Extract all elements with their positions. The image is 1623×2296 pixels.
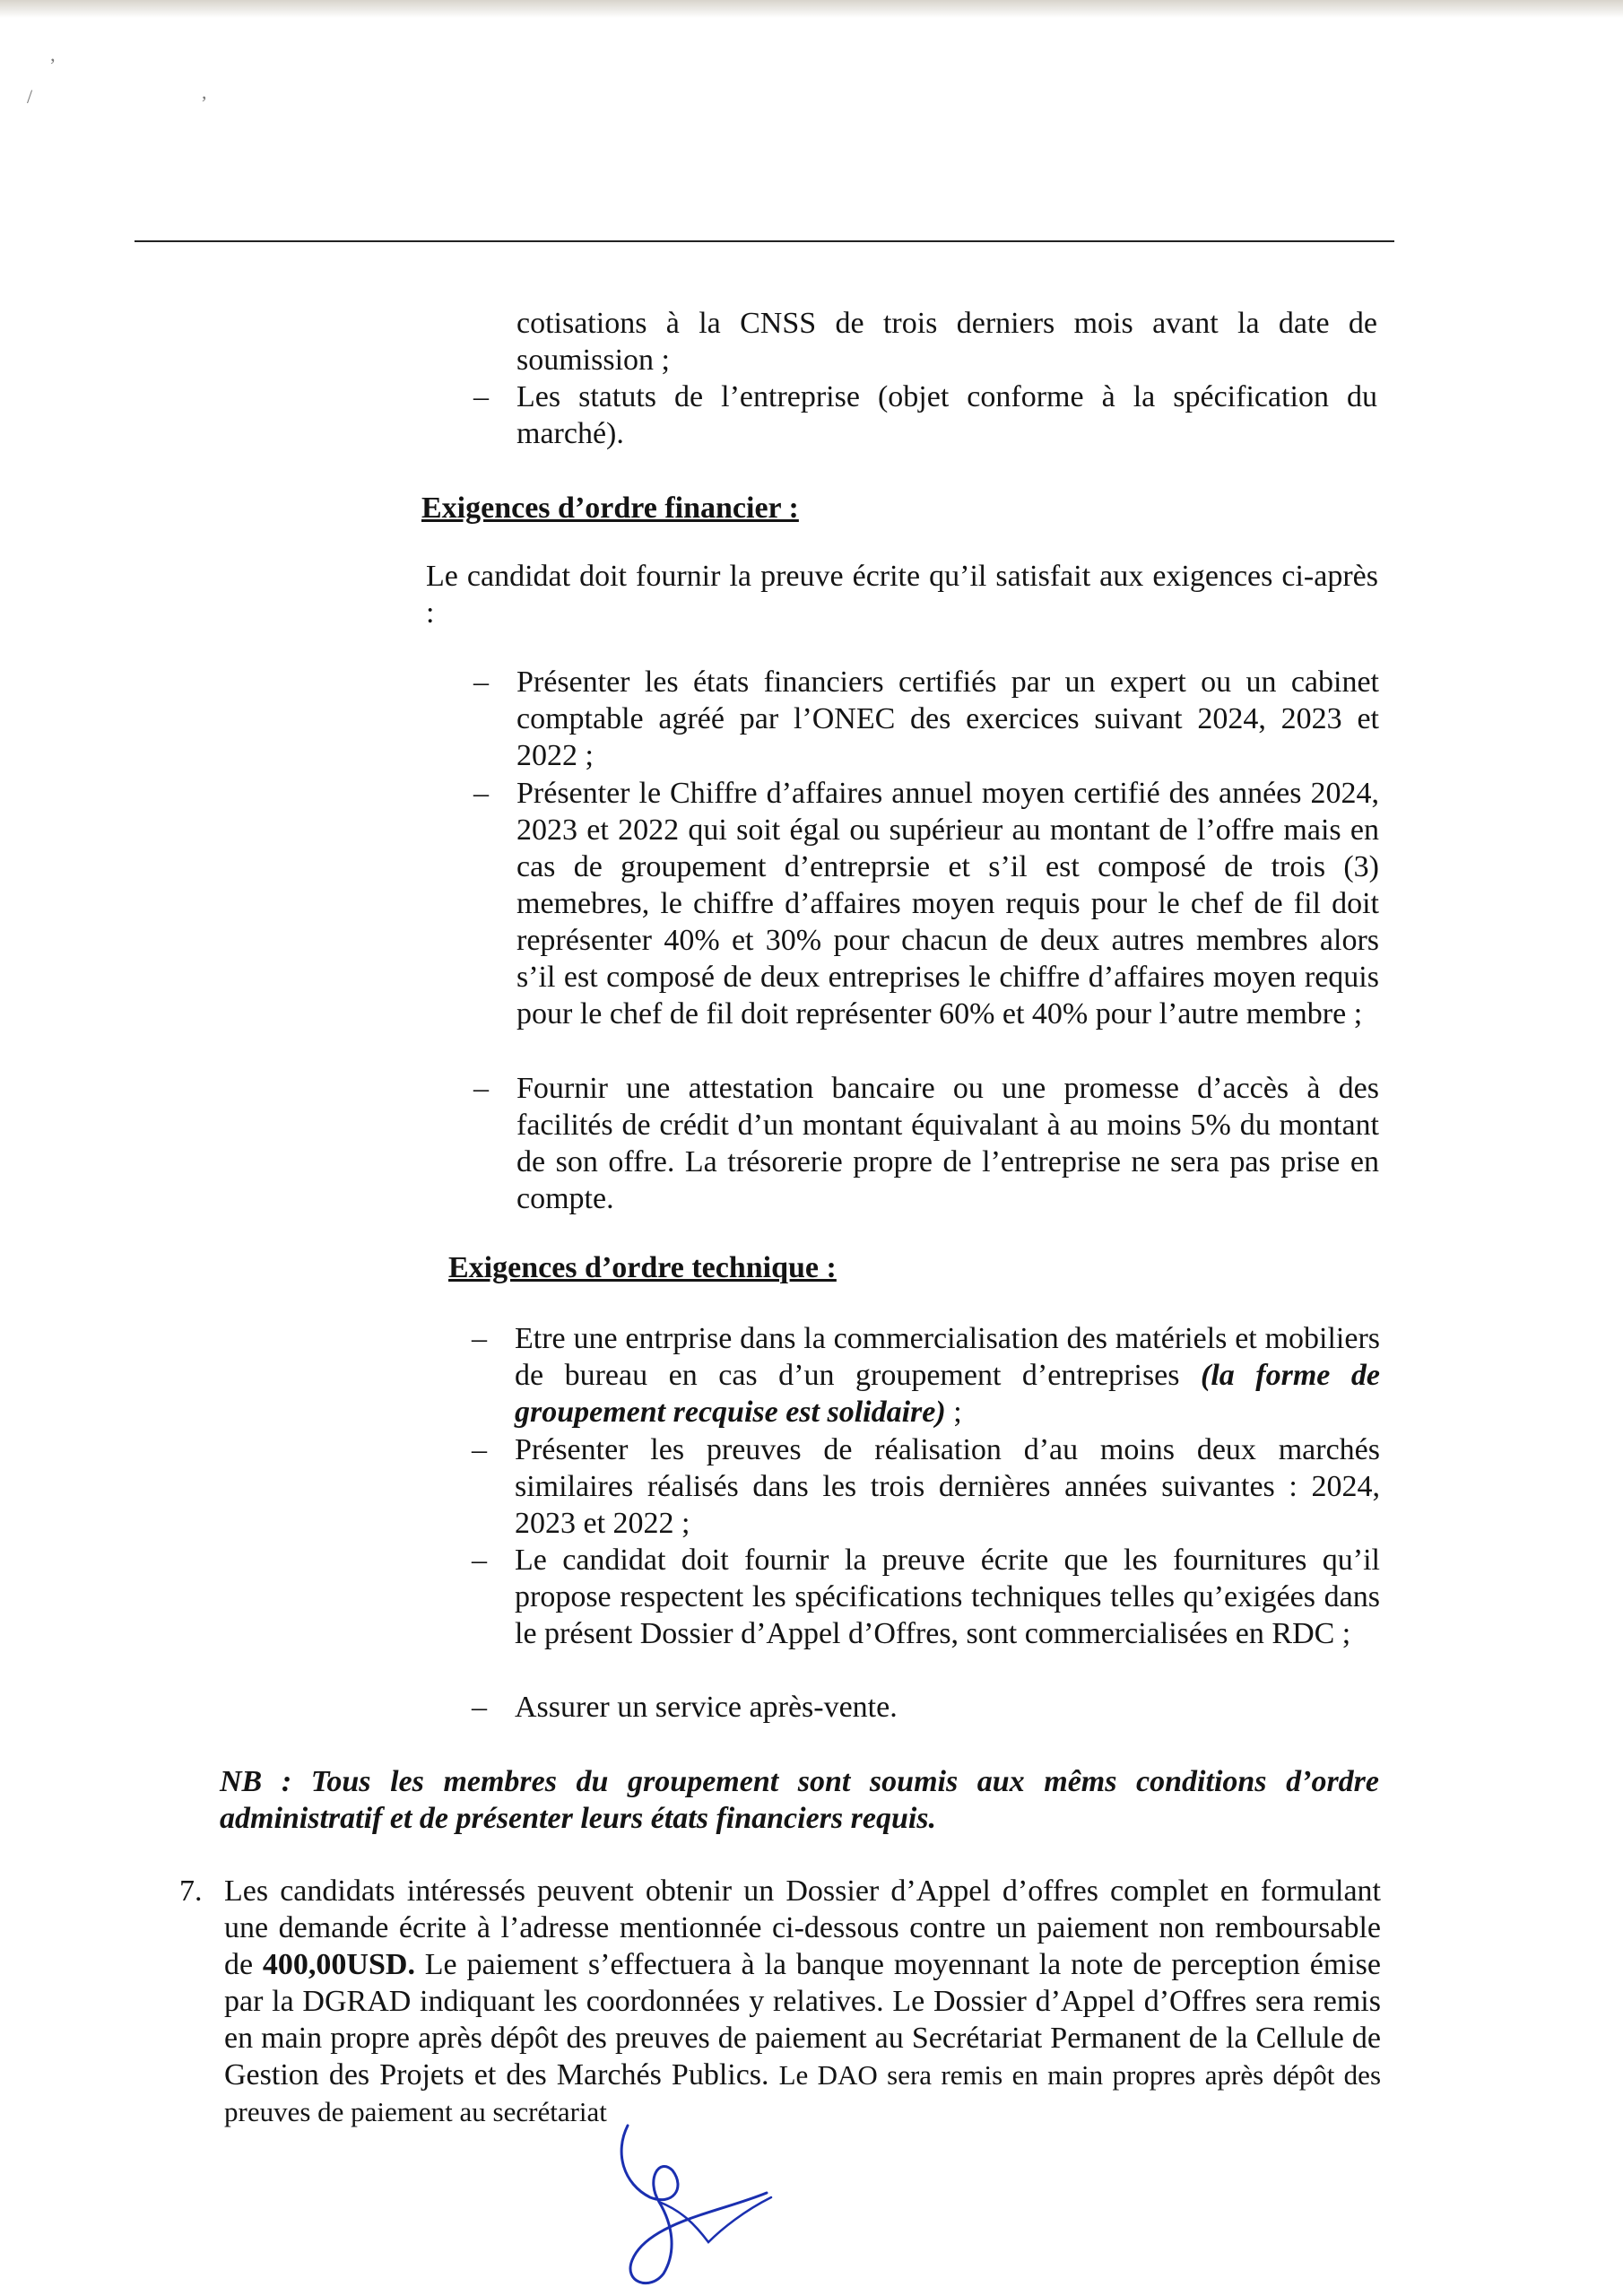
dash-bullet: – bbox=[472, 1544, 487, 1577]
financier-intro: Le candidat doit fournir la preuve écrite qu’il satisfait aux exigences ci-après : bbox=[426, 560, 1378, 630]
scan-speck: , bbox=[202, 81, 207, 103]
list-item bbox=[472, 1542, 1380, 1652]
paragraph-text bbox=[224, 1873, 1381, 2130]
dash-bullet: – bbox=[472, 1691, 487, 1724]
dash-bullet: – bbox=[473, 380, 489, 413]
list-item bbox=[472, 1320, 1380, 1431]
list-item-text: Présenter le Chiffre d’affaires annuel moyen certifié des années 2024, 2023 et 2022 qui soit égal ou supérieur au montant de l’offre mais en cas de groupement d’entreprsie et s’il est composé de trois (3) memebres, le chiffre d’affaires moyen requis pour le chef de fil doit représenter 40% et 30% pour chacun de deux autres membres alors s’il est composé de deux entreprises le chiffre d’affaires moyen requis pour le chef de fil doit représenter 60% et 40% pour l’autre membre ; bbox=[516, 777, 1379, 1031]
list-item bbox=[473, 775, 1379, 1032]
scan-speck: ’ bbox=[49, 54, 56, 76]
list-item bbox=[473, 1070, 1379, 1217]
list-item bbox=[473, 664, 1379, 774]
dash-bullet: – bbox=[473, 665, 489, 699]
paragraph-text-c: Le DAO sera remis en main propres après dépôt des preuves de paiement au secrétariat bbox=[224, 2059, 1382, 2127]
list-item bbox=[472, 1431, 1380, 1542]
payment-amount: 400,00USD. bbox=[262, 1948, 415, 1981]
dash-bullet: – bbox=[473, 777, 489, 810]
paragraph-number: 7. bbox=[179, 1874, 203, 1908]
dash-bullet: – bbox=[473, 1072, 489, 1105]
list-item-text: Assurer un service après-vente. bbox=[515, 1691, 898, 1724]
list-item-text: Présenter les états financiers certifiés par un expert ou un cabinet comptable agréé par l’ONEC des exercices suivant 2024, 2023 et 2022 ; bbox=[516, 665, 1379, 772]
list-item-emphasis: (la forme de groupement recquise est solidaire) bbox=[515, 1359, 1380, 1429]
continuation-text: cotisations à la CNSS de trois derniers mois avant la date de soumission ; bbox=[516, 307, 1377, 377]
section-heading-technique: Exigences d’ordre technique : bbox=[448, 1251, 837, 1284]
numbered-paragraph-7 bbox=[179, 1873, 1382, 2130]
list-item-text: Présenter les preuves de réalisation d’au moins deux marchés similaires réalisés dans les trois dernières années suivantes : 2024, 2023 et 2022 ; bbox=[515, 1433, 1380, 1540]
list-item bbox=[472, 1689, 1380, 1726]
dash-bullet: – bbox=[472, 1322, 487, 1355]
scan-speck: / bbox=[27, 85, 33, 108]
dash-bullet: – bbox=[472, 1433, 487, 1466]
paragraph-text-a: Les candidats intéressés peuvent obtenir un Dossier d’Appel d’offres complet en formulant une demande écrite à l’adresse mentionnée ci-dessous contre un paiement non remboursable de bbox=[224, 1874, 1381, 1981]
list-item-text: Fournir une attestation bancaire ou une promesse d’accès à des facilités de crédit d’un montant équivalant à au moins 5% du montant de son offre. La trésorerie propre de l’entreprise ne sera pas prise en compte. bbox=[516, 1072, 1379, 1215]
nb-note: NB : Tous les membres du groupement sont soumis aux mêms conditions d’ordre administratif et de présenter leurs états financiers requis. bbox=[220, 1765, 1379, 1835]
handwritten-signature bbox=[610, 2117, 789, 2292]
list-item-text: Le candidat doit fournir la preuve écrite que les fournitures qu’il propose respectent les spécifications techniques telles qu’exigées dans le présent Dossier d’Appel d’Offres, sont commercialisées en RDC ; bbox=[515, 1544, 1380, 1650]
section-heading-financier: Exigences d’ordre financier : bbox=[421, 491, 799, 525]
list-item-text-end: ; bbox=[945, 1396, 962, 1429]
list-item-text: Les statuts de l’entreprise (objet conforme à la spécification du marché). bbox=[516, 380, 1377, 450]
list-item-text bbox=[515, 1320, 1380, 1431]
list-item bbox=[473, 378, 1377, 452]
paragraph-text-b: Le paiement s’effectuera à la banque moyennant la note de perception émise par la DGRAD indiquant les coordonnées y relatives. Le Dossier d’Appel d’Offres sera remis en main propre après dépôt des preuves de paiement au Secrétariat Permanent de la Cellule de Gestion des Projets et des Marchés Publics. bbox=[224, 1948, 1381, 2092]
list-item-text-plain: Etre une entrprise dans la commercialisation des matériels et mobiliers de bureau en cas d’un groupement d’entreprises bbox=[515, 1322, 1380, 1392]
